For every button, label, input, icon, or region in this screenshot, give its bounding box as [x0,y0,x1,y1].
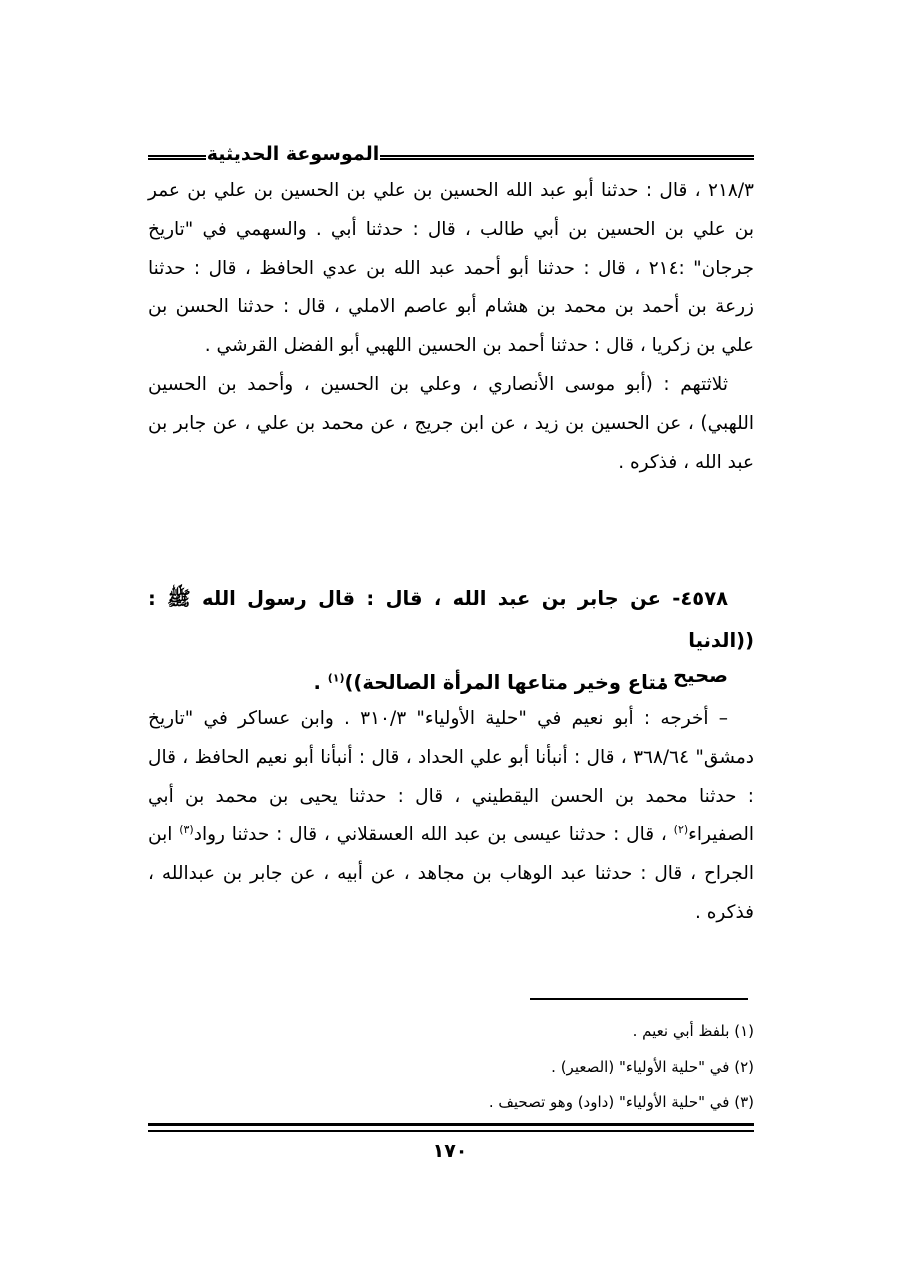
takhrij-part-2: ، قال : حدثنا عيسى بن عبد الله العسقلاني ، قال : حدثنا رواد [193,824,674,846]
header-title: الموسوعة الحديثية [206,143,380,165]
footnote-1: (١) بلفظ أبي نعيم . [632,1022,754,1040]
hadith-grade: صحيح . [658,664,728,687]
footnote-3: (٣) في "حلية الأولياء" (داود) وهو تصحيف . [488,1093,754,1111]
footer-rule [148,1123,754,1132]
takhrij-continuation [148,172,754,482]
paragraph-chain-2: ثلاثتهم : (أبو موسى الأنصاري ، وعلي بن الحسين ، وأحمد بن الحسين اللهبي) ، عن الحسين بن زيد ، عن ابن جريج ، عن محمد بن علي ، عن جابر بن عبد الله ، فذكره . [148,373,754,473]
takhrij-part-3: ابن الجراح ، قال : حدثنا عبد الوهاب بن مجاهد ، عن أبيه ، عن جابر بن عبدالله ، فذكره . [148,824,754,923]
footnote-ref-2: (٢) [673,823,689,837]
hadith-line-2-end: . [313,671,328,694]
footnote-separator [530,998,748,1000]
takhrij-text [148,700,754,933]
footnote-2: (٢) في "حلية الأولياء" (الصعير) . [551,1057,754,1076]
paragraph-chain-1: ٢١٨/٣ ، قال : حدثنا أبو عبد الله الحسين بن علي بن الحسين بن علي بن عمر بن علي بن الحسين بن أبي طالب ، قال : حدثنا أبي . والسهمي في "تاريخ جرجان" :٢١٤ ، قال : حدثنا أبو أحمد عبد الله بن عدي الحافظ ، قال : حدثنا زرعة بن أحمد بن محمد بن هشام أبو عاصم الاملي ، قال : حدثنا الحسن بن علي بن زكريا ، قال : حدثنا أحمد بن الحسين اللهبي أبو الفضل القرشي . [148,180,754,357]
header-rule-left [148,155,206,160]
hadith-line-2-text: متاع وخير متاعها المرأة الصالحة)) [344,671,669,694]
header-rule-right [380,155,754,160]
hadith-line-1: ٤٥٧٨- عن جابر بن عبد الله ، قال : قال رسول الله ﷺ : ((الدنيا [148,587,754,652]
footnote-ref-3: (٣) [179,823,194,837]
footnote-ref-1: (١) [327,671,345,685]
takhrij-part-1: – أخرجه : أبو نعيم في "حلية الأولياء" ٣١٠/٣ . وابن عساكر في "تاريخ دمشق" ٣٦٨/٦٤ ، قال : أنبأنا أبو علي الحداد ، قال : أنبأنا أبو نعيم الحافظ ، قال : حدثنا محمد بن الحسن اليقطيني ، قال : حدثنا يحيى بن محمد بن أبي الصفيراء [148,708,754,846]
takhrij-paragraph [148,700,754,933]
footnotes [148,1014,754,1121]
running-header [148,138,754,174]
page-number: ١٧٠ [432,1140,468,1162]
